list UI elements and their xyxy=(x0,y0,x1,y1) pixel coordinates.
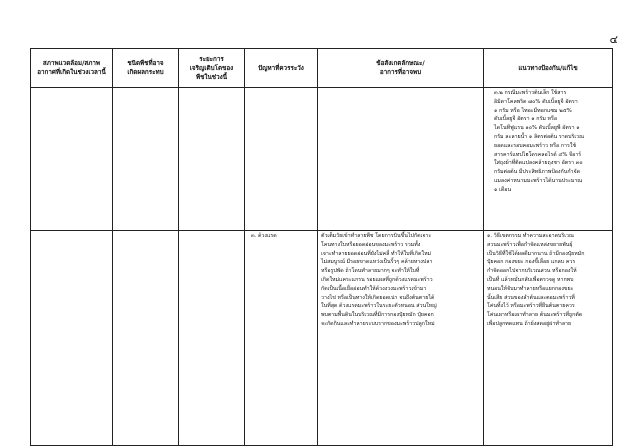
cell-environment xyxy=(31,231,113,446)
pest-control-table xyxy=(30,48,613,446)
table-header-row xyxy=(31,49,613,88)
header-line: ปัญหาที่ควรระวัง xyxy=(258,64,304,72)
cell-growth-stage xyxy=(179,88,245,231)
header-line: เกิดผลกระทบ xyxy=(127,69,164,76)
header-line: ชนิดพืชที่อาจ xyxy=(127,60,164,67)
header-line: แนวทางป้องกัน/แก้ไข xyxy=(518,64,578,72)
header-line: พืชในช่วงนี้ xyxy=(196,73,227,81)
page-number: ๔ xyxy=(609,33,618,46)
cell-growth-stage xyxy=(179,231,245,446)
cell-observation: ตัวเต็มวัยเข้าทำลายพืช โดยการบินขึ้นไปกัดเจาะ โคนทางใบหรือยอดอ่อนของมะพร้าว รวมทั้ง เจาะทำลายยอดอ่อนที่ยังไม่คลี่ ทำให้ใบที่เกิดใหม่ ไม่สมบูรณ์ มีรอยขาดแหว่งเป็นริ้วๆ คล้ายหางปลา หรือรูปพัด ถ้าโดนทำลายมากๆ จะทำให้ใบที่ เกิดใหม่แคระแกรน รอยแผลที่ถูกด้วงแรดมะพร้าว กัดเป็นเนื้อเยื่ออ่อนทำให้ด้วงงวงมะพร้าวเข้ามา วางไข่ หรือเป็นทางให้เกิดยอดเน่า จนถึงต้นตายได้ ในที่สุด ด้วงแรดมะพร้าวในระยะตัวหนอน ส่วนใหญ่ พบตามพื้นดินในบริเวณที่มีการกองปุ๋ยหมัก ปุ๋ยคอก จะกัดกินและทำลายระบบรากของมะพร้าวปลูกใหม่ xyxy=(318,231,484,446)
header-line: อาการที่อาจพบ xyxy=(379,69,422,76)
header-environment xyxy=(31,49,113,88)
header-line: ข้อสังเกตลักษณะ/ xyxy=(376,60,425,67)
table-row xyxy=(31,231,613,446)
cell-plant-type xyxy=(113,88,179,231)
cell-problem: ๓. ด้วงแรด xyxy=(245,231,318,446)
header-recommendation xyxy=(484,49,613,88)
table-row xyxy=(31,88,613,231)
header-problem xyxy=(245,49,318,88)
header-line: อากาศที่เกิดในช่วงเวลานี้ xyxy=(37,69,106,76)
header-line: ระยะการ xyxy=(199,55,224,63)
header-growth-stage xyxy=(179,49,245,88)
cell-observation xyxy=(318,88,484,231)
cell-recommendation: ๓.๒ กรณีมะพร้าวต้นเล็ก ใช้สาร อิมิดาโคลพริด ๗๐% ดับเบิ้ลยูจี อัตรา ๑ กรัม หรือ ไทอะมีทอกแซม ๒๕% ดับเบิ้ลยูจี อัตรา ๑ กรัม หรือ ไดโนทีฟูแรน ๑๐% ดับเบิ้ลยูพี อัตรา ๑ กรัม ละลายน้ำ ๑ ลิตรต่อต้น ราดบริเวณ ยอดและรอบคอมะพร้าว หรือ การใช้ สารคาร์แทปไฮโดรคลอไรด์ ๔% จีอาร์ ใส่ถุงผ้าที่ติดแปลงคล้ายถุงชา อัตรา ๓๐ กรัมต่อต้น มีประสิทธิภาพป้องกันกำจัด แมลงค่าหนามมะพร้าวได้นานประมาณ ๑ เดือน xyxy=(484,88,613,231)
header-line: สภาพแวดล้อม/สภาพ xyxy=(42,60,101,67)
cell-plant-type xyxy=(113,231,179,446)
cell-recommendation: ๑. วิธีเขตกรรม ทำความสะอาดบริเวณ สวนมะพร้าวเพื่อกำจัดแหล่งขยายพันธุ์ เป็นวิธีที่ใช้ได้ผลดีมากนาน ถ้ามีกองปุ๋ยหมัก ปุ๋ยคอก กองขยะ กองขี้เลื่อย แกลบ ควร กำจัดออกไปจากบริเวณสวน หรือกองให้ เป็นที่ แล้วหมั่นกลับเพื่อตรวจดู หากพบ หนอนให้จับมาทำลายหรือแยกกองขยะ นั้นเสีย ส่วนของลำต้นและตอมะพร้าวที่ โค่นทิ้งไว้ หรือมะพร้าวที่ยืนต้นตายควร โค่นเผาหรือเผาทำลาย ต้นมะพร้าวที่ถูกตัด เพื่อปลูกทดแทน ถ้าย้งสดอยู่ผ่าทำลาย xyxy=(484,231,613,446)
header-line: เจริญเติบโตของ xyxy=(189,64,234,72)
cell-environment xyxy=(31,88,113,231)
header-observation xyxy=(318,49,484,88)
cell-problem xyxy=(245,88,318,231)
header-plant-type xyxy=(113,49,179,88)
